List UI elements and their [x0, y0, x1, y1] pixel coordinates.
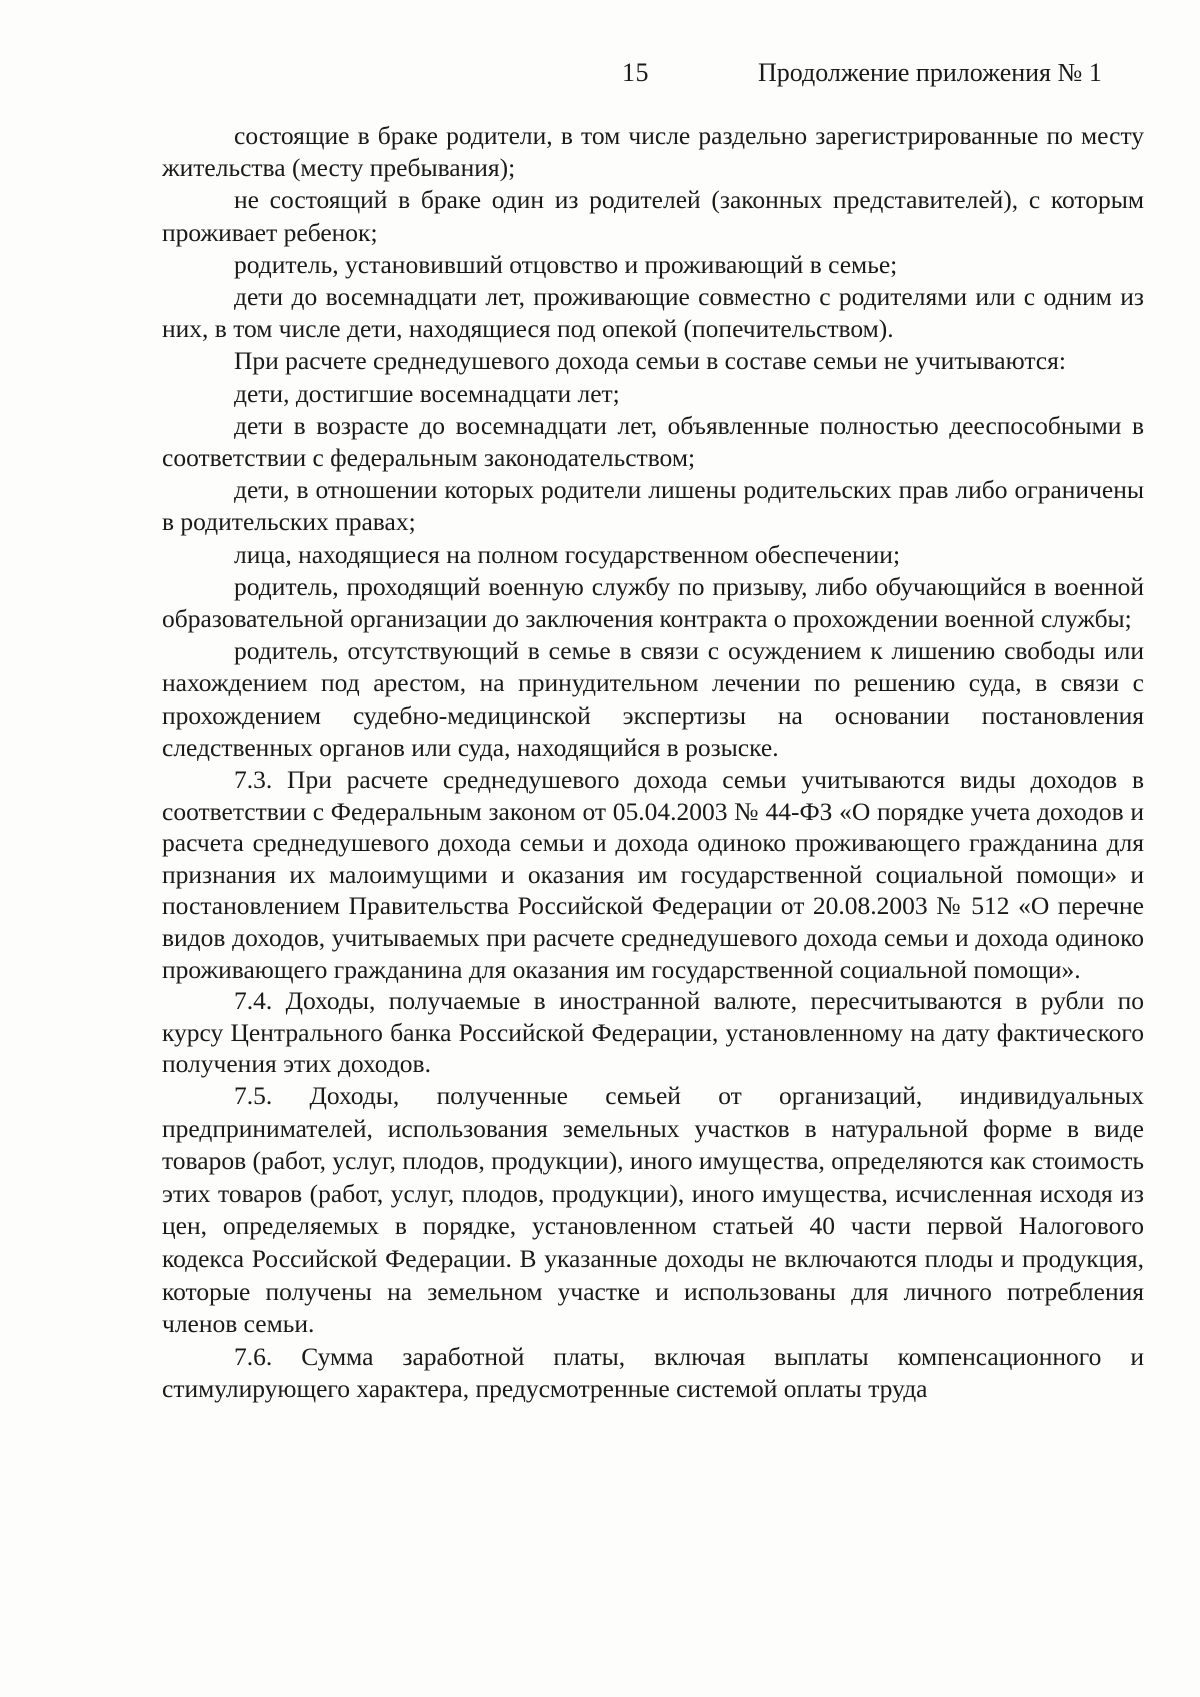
paragraph-deprived-rights: дети, в отношении которых родители лишены родительских прав либо ограничены в родительских правах;	[162, 475, 1144, 537]
page-number: 15	[622, 58, 649, 87]
page-header	[0, 58, 1200, 98]
paragraph-state-support: лица, находящиеся на полном государственном обеспечении;	[234, 539, 901, 569]
paragraph-paternity-parent: родитель, установивший отцовство и проживающий в семье;	[234, 249, 898, 279]
paragraph-7-6: 7.6. Сумма заработной платы, включая выплаты компенсационного и стимулирующего характера, предусмотренные системой оплаты труда	[162, 1341, 1144, 1404]
paragraph-adult-children: дети, достигшие восемнадцати лет;	[234, 378, 620, 408]
paragraph-7-4: 7.4. Доходы, получаемые в иностранной валюте, пересчитываются в рубли по курсу Центрального банка Российской Федерации, установленному на дату фактического получения этих доходов.	[162, 986, 1144, 1079]
appendix-continuation-label: Продолжение приложения № 1	[758, 58, 1102, 87]
paragraph-not-counted-intro: При расчете среднедушевого дохода семьи в составе семьи не учитываются:	[234, 346, 1066, 376]
paragraph-military-service: родитель, проходящий военную службу по призыву, либо обучающийся в военной образовательной организации до заключения контракта о прохождении военной службы;	[162, 571, 1144, 634]
paragraph-married-parents: состоящие в браке родители, в том числе раздельно зарегистрированные по месту жительства (месту пребывания);	[162, 121, 1144, 183]
paragraph-7-5: 7.5. Доходы, полученные семьей от организаций, индивидуальных предпринимателей, использования земельных участков в натуральной форме в виде товаров (работ, услуг, плодов, продукции), иного имущества, определяются как стоимость этих товаров (работ, услуг, плодов, продукции), иного имущества, исчисленная исходя из цен, определяемых в порядке, установленном статьей 40 части первой Налогового кодекса Российской Федерации. В указанные доходы не включаются плоды и продукция, которые получены на земельном участке и использованы для личного потребления членов семьи.	[162, 1081, 1144, 1339]
paragraph-absent-parent: родитель, отсутствующий в семье в связи с осуждением к лишению свободы или нахождением под арестом, на принудительном лечении по решению суда, в связи с прохождением судебно-медицинской экспертизы на основании постановления следственных органов или суда, находящийся в розыске.	[162, 636, 1144, 762]
paragraph-7-3: 7.3. При расчете среднедушевого дохода семьи учитываются виды доходов в соответствии с Федеральным законом от 05.04.2003 № 44-ФЗ «О порядке учета доходов и расчета среднедушевого дохода семьи и дохода одиноко проживающего гражданина для признания их малоимущими и оказания им государственной социальной помощи» и постановлением Правительства Российской Федерации от 20.08.2003 № 512 «О перечне видов доходов, учитываемых при расчете среднедушевого дохода семьи и дохода одиноко проживающего гражданина для оказания им государственной социальной помощи».	[162, 765, 1144, 984]
document-body	[162, 120, 1144, 1406]
paragraph-emancipated-children: дети в возрасте до восемнадцати лет, объявленные полностью дееспособными в соответствии с федеральным законодательством;	[162, 410, 1144, 473]
paragraph-children-under-18: дети до восемнадцати лет, проживающие совместно с родителями или с одним из них, в том числе дети, находящиеся под опекой (попечительством).	[162, 282, 1144, 344]
paragraph-single-parent: не состоящий в браке один из родителей (законных представителей), с которым проживает ребенок;	[162, 185, 1144, 247]
